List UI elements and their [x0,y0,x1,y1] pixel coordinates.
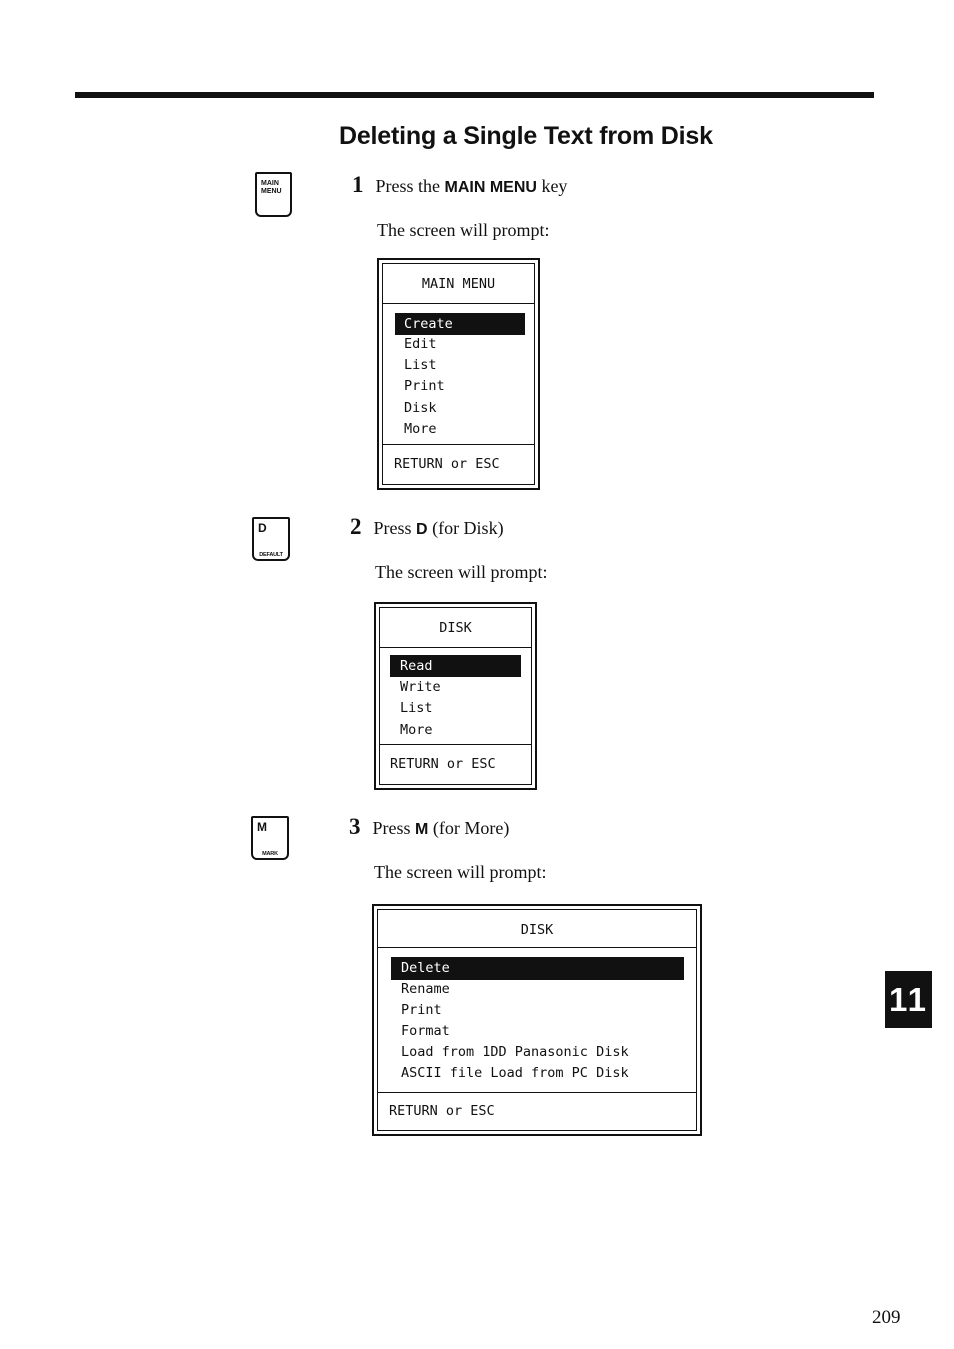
menu-item-selected[interactable]: Read [390,655,521,677]
section-heading: Deleting a Single Text from Disk [339,122,713,150]
menu-item[interactable]: List [400,700,433,716]
screen-footer: RETURN or ESC [378,1092,696,1130]
m-key-icon [251,816,289,860]
menu-item[interactable]: More [404,421,437,437]
step-number: 3 [349,814,361,839]
m-key-label: M [257,820,267,834]
step-number: 1 [352,172,364,197]
step-2-prompt: The screen will prompt: [375,562,548,582]
step-1 [352,172,567,198]
disk-more-screen [372,904,702,1136]
main-menu-screen [377,258,540,490]
step-2 [350,514,504,540]
menu-item-selected[interactable]: Delete [391,957,684,980]
m-key-sublabel: MARK [262,851,278,857]
menu-item[interactable]: Print [404,378,445,394]
screen-footer: RETURN or ESC [383,444,534,484]
d-key-icon [252,517,290,561]
step-text-post: (for Disk) [427,518,504,538]
main-menu-key-label: MAIN MENU [261,180,282,195]
page-number: 209 [872,1307,901,1328]
main-menu-key-icon [255,172,292,217]
d-key-sublabel: DEFAULT [259,552,283,558]
menu-item[interactable]: ASCII file Load from PC Disk [401,1065,629,1081]
step-text-pre: Press the [375,176,445,196]
chapter-tab: 11 [885,971,932,1028]
top-rule [75,92,874,98]
menu-item[interactable]: List [404,357,437,373]
step-text-post: (for More) [428,818,510,838]
screen-title: DISK [378,910,696,948]
menu-item[interactable]: Format [401,1023,450,1039]
menu-item[interactable]: Disk [404,400,437,416]
menu-item[interactable]: Load from 1DD Panasonic Disk [401,1044,629,1060]
menu-item[interactable]: Rename [401,981,450,997]
d-key-label: D [258,521,267,535]
menu-item[interactable]: Write [400,679,441,695]
screen-title: MAIN MENU [383,264,534,304]
menu-item[interactable]: Print [401,1002,442,1018]
screen-title: DISK [380,608,531,648]
menu-item[interactable]: More [400,722,433,738]
step-key-name: D [416,521,428,538]
step-3 [349,814,509,840]
disk-menu-screen [374,602,537,790]
screen-footer: RETURN or ESC [380,744,531,784]
step-text-pre: Press [373,518,417,538]
step-key-name: M [415,821,429,838]
step-1-prompt: The screen will prompt: [377,220,550,240]
step-text-post: key [536,176,568,196]
step-text-pre: Press [372,818,416,838]
menu-item-selected[interactable]: Create [395,313,525,335]
menu-item[interactable]: Edit [404,336,437,352]
step-number: 2 [350,514,362,539]
step-3-prompt: The screen will prompt: [374,862,547,882]
step-key-name: MAIN MENU [444,179,537,196]
